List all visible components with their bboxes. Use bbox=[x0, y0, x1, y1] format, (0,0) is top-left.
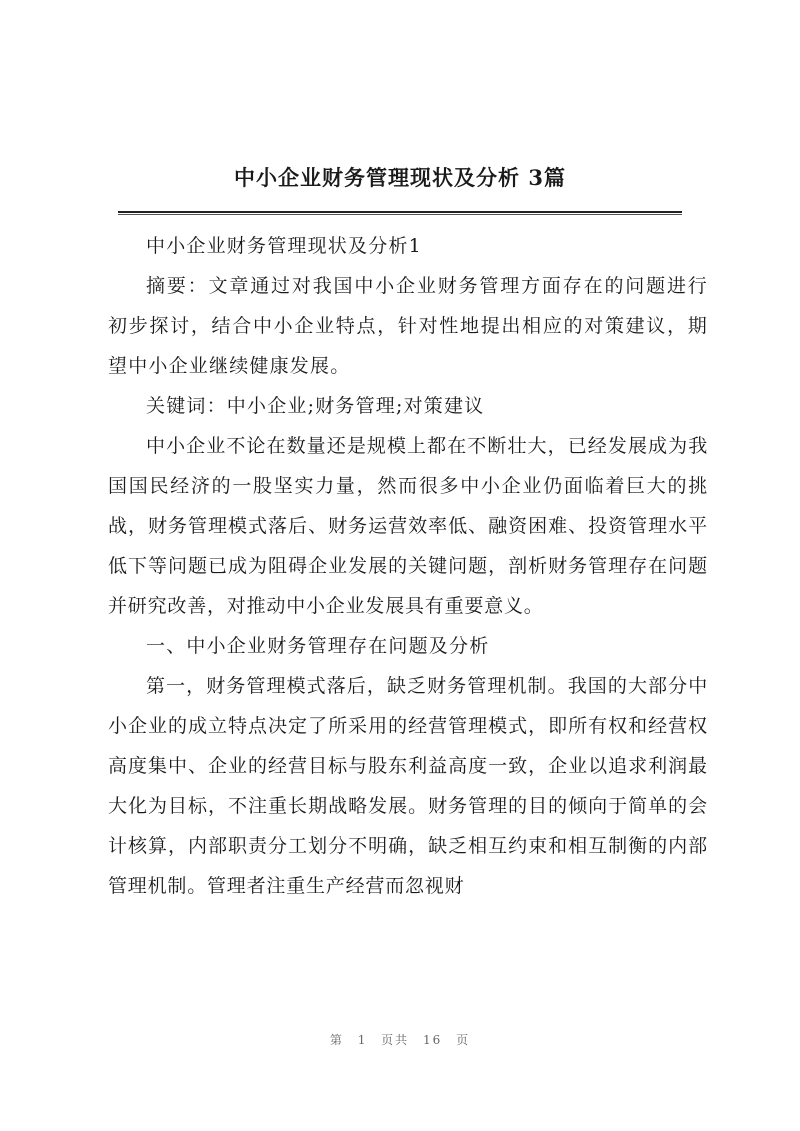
page-number-footer: 第 1 页共 16 页 bbox=[329, 1033, 471, 1047]
section-heading: 中小企业财务管理现状及分析1 bbox=[146, 235, 422, 257]
chapter-heading: 一、中小企业财务管理存在问题及分析 bbox=[146, 635, 490, 657]
document-body bbox=[108, 226, 708, 906]
body-paragraph: 第一，财务管理模式落后，缺乏财务管理机制。我国的大部分中小企业的成立特点决定了所采用的经营管理模式，即所有权和经营权高度集中、企业的经营目标与股东利益高度一致，企业以追求利润最大化为目标，不注重长期战略发展。财务管理的目的倾向于简单的会计核算，内部职责分工划分不明确，缺乏相互约束和相互制衡的内部管理机制。管理者注重生产经营而忽视财 bbox=[108, 675, 708, 897]
title-divider bbox=[118, 211, 682, 215]
intro-paragraph: 中小企业不论在数量还是规模上都在不断壮大，已经发展成为我国国民经济的一股坚实力量，然而很多中小企业仍面临着巨大的挑战，财务管理模式落后、财务运营效率低、融资困难、投资管理水平低下等问题已成为阻碍企业发展的关键问题，剖析财务管理存在问题并研究改善，对推动中小企业发展具有重要意义。 bbox=[108, 435, 708, 617]
abstract-paragraph: 摘要：文章通过对我国中小企业财务管理方面存在的问题进行初步探讨，结合中小企业特点，针对性地提出相应的对策建议，期望中小企业继续健康发展。 bbox=[108, 275, 708, 377]
document-title: 中小企业财务管理现状及分析 3篇 bbox=[234, 165, 566, 190]
keywords-paragraph: 关键词：中小企业;财务管理;对策建议 bbox=[146, 395, 485, 417]
